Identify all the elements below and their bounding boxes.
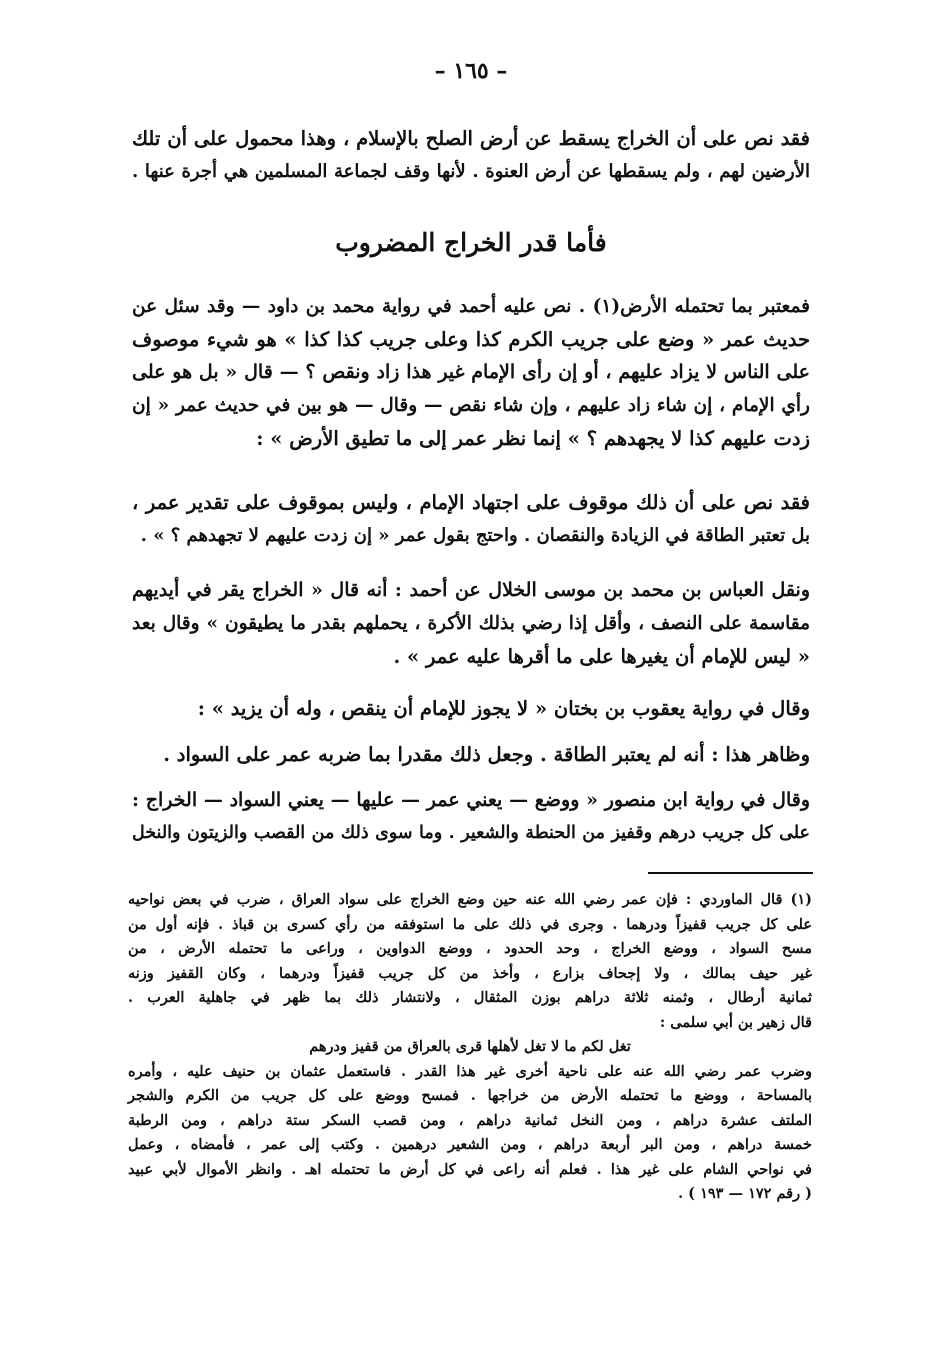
text-line: بل تعتبر الطاقة في الزيادة والنقصان . واحتج بقول عمر « إن زدت عليهم لا تجهدهم ؟ » .	[140, 525, 810, 546]
text-line: فقد نص على أن ذلك موقوف على اجتهاد الإمام ، وليس بموقوف على تقدير عمر ،	[132, 491, 810, 514]
text-line: فقد نص على أن الخراج يسقط عن أرض الصلح بالإسلام ، وهذا محمول على أن تلك	[132, 127, 810, 150]
text-line: وقال في رواية ابن منصور « ووضع — يعني عمر — عليها — يعني السواد — الخراج :	[132, 789, 810, 811]
paragraph-5	[132, 738, 810, 771]
footnote-line: مسح السواد ، ووضع الخراج ، وحد الحدود ، ووضع الدواوين ، وراعى ما تحتمله الأرض ، من	[128, 940, 812, 957]
footnote-line: الملتف عشرة دراهم ، ومن النخل ثمانية دراهم ، ومن قصب السكر ستة دراهم ، ومن الرطبة	[128, 1111, 812, 1129]
footnote-verse: تغل لكم ما لا تغل لأهلها قرى بالعراق من قفيز ودرهم	[309, 1038, 631, 1055]
footnote-line: على كل جريب قفيزاً ودرهما . وجرى في ذلك على ما استوفقه من رأي كسرى بن قباذ . فإنه أول من	[128, 915, 812, 933]
text-line: وظاهر هذا : أنه لم يعتبر الطاقة . وجعل ذلك مقدرا بما ضربه عمر على السواد .	[163, 743, 810, 766]
page-number: – ١٦٥ –	[434, 58, 508, 84]
footnote-line: ( رقم ١٧٢ — ١٩٣ ) .	[678, 1185, 812, 1202]
footnote-line: قال زهير بن أبي سلمى :	[659, 1013, 812, 1031]
intro-paragraph	[132, 122, 810, 188]
text-line: مقاسمة على النصف ، وأقل إذا رضي بذلك الأكرة ، يحملهم بقدر ما يطيقون » وقال بعد	[132, 613, 810, 634]
footnote-line: غير حيف بمالك ، ولا إجحاف بزارع ، وأخذ من كل جريب قفيزاً ودرهما ، وكان القفيز وزنه	[128, 964, 812, 982]
text-line: زدت عليهم كذا لا يجهدهم ؟ » إنما نظر عمر إلى ما تطيق الأرض » :	[256, 427, 810, 450]
footnote-line: ثمانية أرطال ، وثمنه ثلاثة دراهم بوزن المثقال ، ولانتشار ذلك بما ظهر في جاهلية العرب .	[128, 989, 812, 1006]
section-heading: فأما قدر الخراج المضروب	[335, 228, 607, 257]
paragraph-2	[132, 486, 810, 552]
footnote-line: في نواحي الشام على غير هذا . فعلم أنه راعى في كل أرض ما تحتمله اهـ . وانظر الأموال لأبي عبيد	[128, 1160, 812, 1178]
text-line: الأرضين لهم ، ولم يسقطها عن أرض العنوة . لأنها وقف لجماعة المسلمين هي أجرة عنها .	[132, 161, 810, 182]
text-line: وقال في رواية يعقوب بن بختان « لا يجوز للإمام أن ينقص ، وله أن يزيد » :	[197, 697, 810, 720]
paragraph-4	[132, 692, 810, 725]
text-line: « ليس للإمام أن يغيرها على ما أقرها عليه عمر » .	[393, 645, 810, 668]
paragraph-1	[132, 290, 810, 455]
footnote-line: وضرب عمر رضي الله عنه على ناحية أخرى غير هذا القدر . فاستعمل عثمان بن حنيف عليه ، وأمره	[128, 1062, 812, 1080]
footnote-line: بالمساحة ، ووضع ما تحتمله الأرض من خراجها . فمسح ووضع على كل جريب من الكرم والشجر	[128, 1087, 812, 1104]
text-line: حديث عمر « وضع على جريب الكرم كذا وعلى جريب كذا كذا » هو شيء موصوف	[132, 328, 810, 351]
footnote-line: خمسة دراهم ، ومن البر أربعة دراهم ، ومن الشعير درهمين . وكتب إلى عمر ، فأمضاه ، وعمل	[128, 1136, 812, 1153]
footnote-divider	[648, 872, 813, 874]
text-line: فمعتبر بما تحتمله الأرض(١) . نص عليه أحمد في رواية محمد بن داود — وقد سئل عن	[132, 296, 811, 317]
text-line: ونقل العباس بن محمد بن موسى الخلال عن أحمد : أنه قال « الخراج يقر في أيديهم	[132, 579, 810, 601]
text-line: رأي الإمام ، إن شاء زاد عليهم ، وإن شاء نقص — وقال — هو بين في حديث عمر « إن	[132, 395, 810, 416]
footnote	[128, 888, 812, 1207]
footnote-line: (١) قال الماوردي : فإن عمر رضي الله عنه حين وضع الخراج على سواد العراق ، ضرب في بعض نواحيه	[128, 891, 812, 908]
paragraph-3	[132, 574, 810, 673]
paragraph-6	[132, 784, 810, 850]
text-line: على الناس لا يزاد عليهم ، أو إن رأى الإمام غير هذا زاد ونقص ؟ — قال « بل هو على	[132, 361, 810, 383]
text-line: على كل جريب درهم وقفيز من الحنطة والشعير . وما سوى ذلك من القصب والزيتون والنخل	[132, 823, 810, 843]
